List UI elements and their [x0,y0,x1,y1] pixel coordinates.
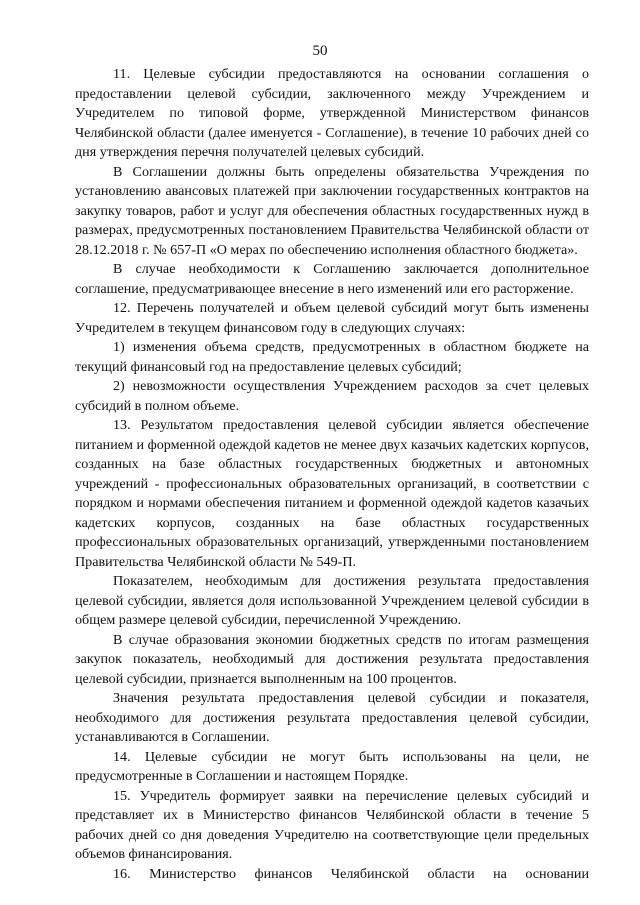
paragraph-13-result: 13. Результатом предоставления целевой субсидии является обеспечение питанием и форменной одеждой кадетов не менее двух казачьих кадетских корпусов, созданных на базе областных государственных бюджетных и автономных учреждений - профессиональных образовательных организаций, в соответствии с порядком и нормами обеспечения питанием и форменной одеждой кадетов казачьих кадетских корпусов, созданных на базе областных государственных профессиональных образовательных организаций, утвержденными постановлением Правительства Челябинской области № 549-П. [75,417,589,570]
paragraph-agreement-obligations: В Соглашении должны быть определены обязательства Учреждения по установлению авансовых платежей при заключении государственных контрактов на закупку товаров, работ и услуг для обеспечения областных государственных нужд в размерах, предусмотренных постановлением Правительства Челябинской области от 28.12.2018 г. № 657-П «О мерах по обеспечению исполнения областного бюджета». [75,163,589,258]
paragraph-15-requests: 15. Учредитель формирует заявки на перечисление целевых субсидий и представляет их в Министерство финансов Челябинской области в течение 5 рабочих дней со дня доведения Учредителю на соответствующие цели предельных объемов финансирования. [75,787,589,862]
paragraph-indicator: Показателем, необходимым для достижения результата предоставления целевой субсидии, является доля использованной Учреждением целевой субсидии в общем размере целевой субсидии, перечисленной Учреждению. [75,573,589,628]
paragraph-16-ministry: 16. Министерство финансов Челябинской области на основании [113,865,589,882]
paragraph-additional-agreement: В случае необходимости к Соглашению заключается дополнительное соглашение, предусматривающее внесение в него изменений или его расторжение. [75,261,589,297]
paragraph-case-1: 1) изменения объема средств, предусмотренных в областном бюджете на текущий финансовый год на предоставление целевых субсидий; [75,339,589,375]
paragraph-case-2: 2) невозможности осуществления Учреждением расходов за счет целевых субсидий в полном объеме. [75,378,589,414]
page-number: 50 [312,43,328,59]
paragraph-14-purpose-limits: 14. Целевые субсидии не могут быть использованы на цели, не предусмотренные в Соглашении и настоящем Порядке. [75,748,589,784]
paragraph-values: Значения результата предоставления целевой субсидии и показателя, необходимого для достижения результата предоставления целевой субсидии, устанавливаются в Соглашении. [75,690,589,745]
paragraph-12-list-changes: 12. Перечень получателей и объем целевой субсидий могут быть изменены Учредителем в текущем финансовом году в следующих случаях: [75,300,589,336]
document-body [75,65,589,884]
paragraph-savings: В случае образования экономии бюджетных средств по итогам размещения закупок показатель, необходимый для достижения результата предоставления целевой субсидии, признается выполненным на 100 процентов. [75,631,589,687]
paragraph-11-subsidy-agreement: 11. Целевые субсидии предоставляются на основании соглашения о предоставлении целевой субсидии, заключенного между Учреждением и Учредителем по типовой форме, утвержденной Министерством финансов Челябинской области (далее именуется - Соглашение), в течение 10 рабочих дней со дня утверждения перечня получателей целевых субсидий. [75,66,589,160]
